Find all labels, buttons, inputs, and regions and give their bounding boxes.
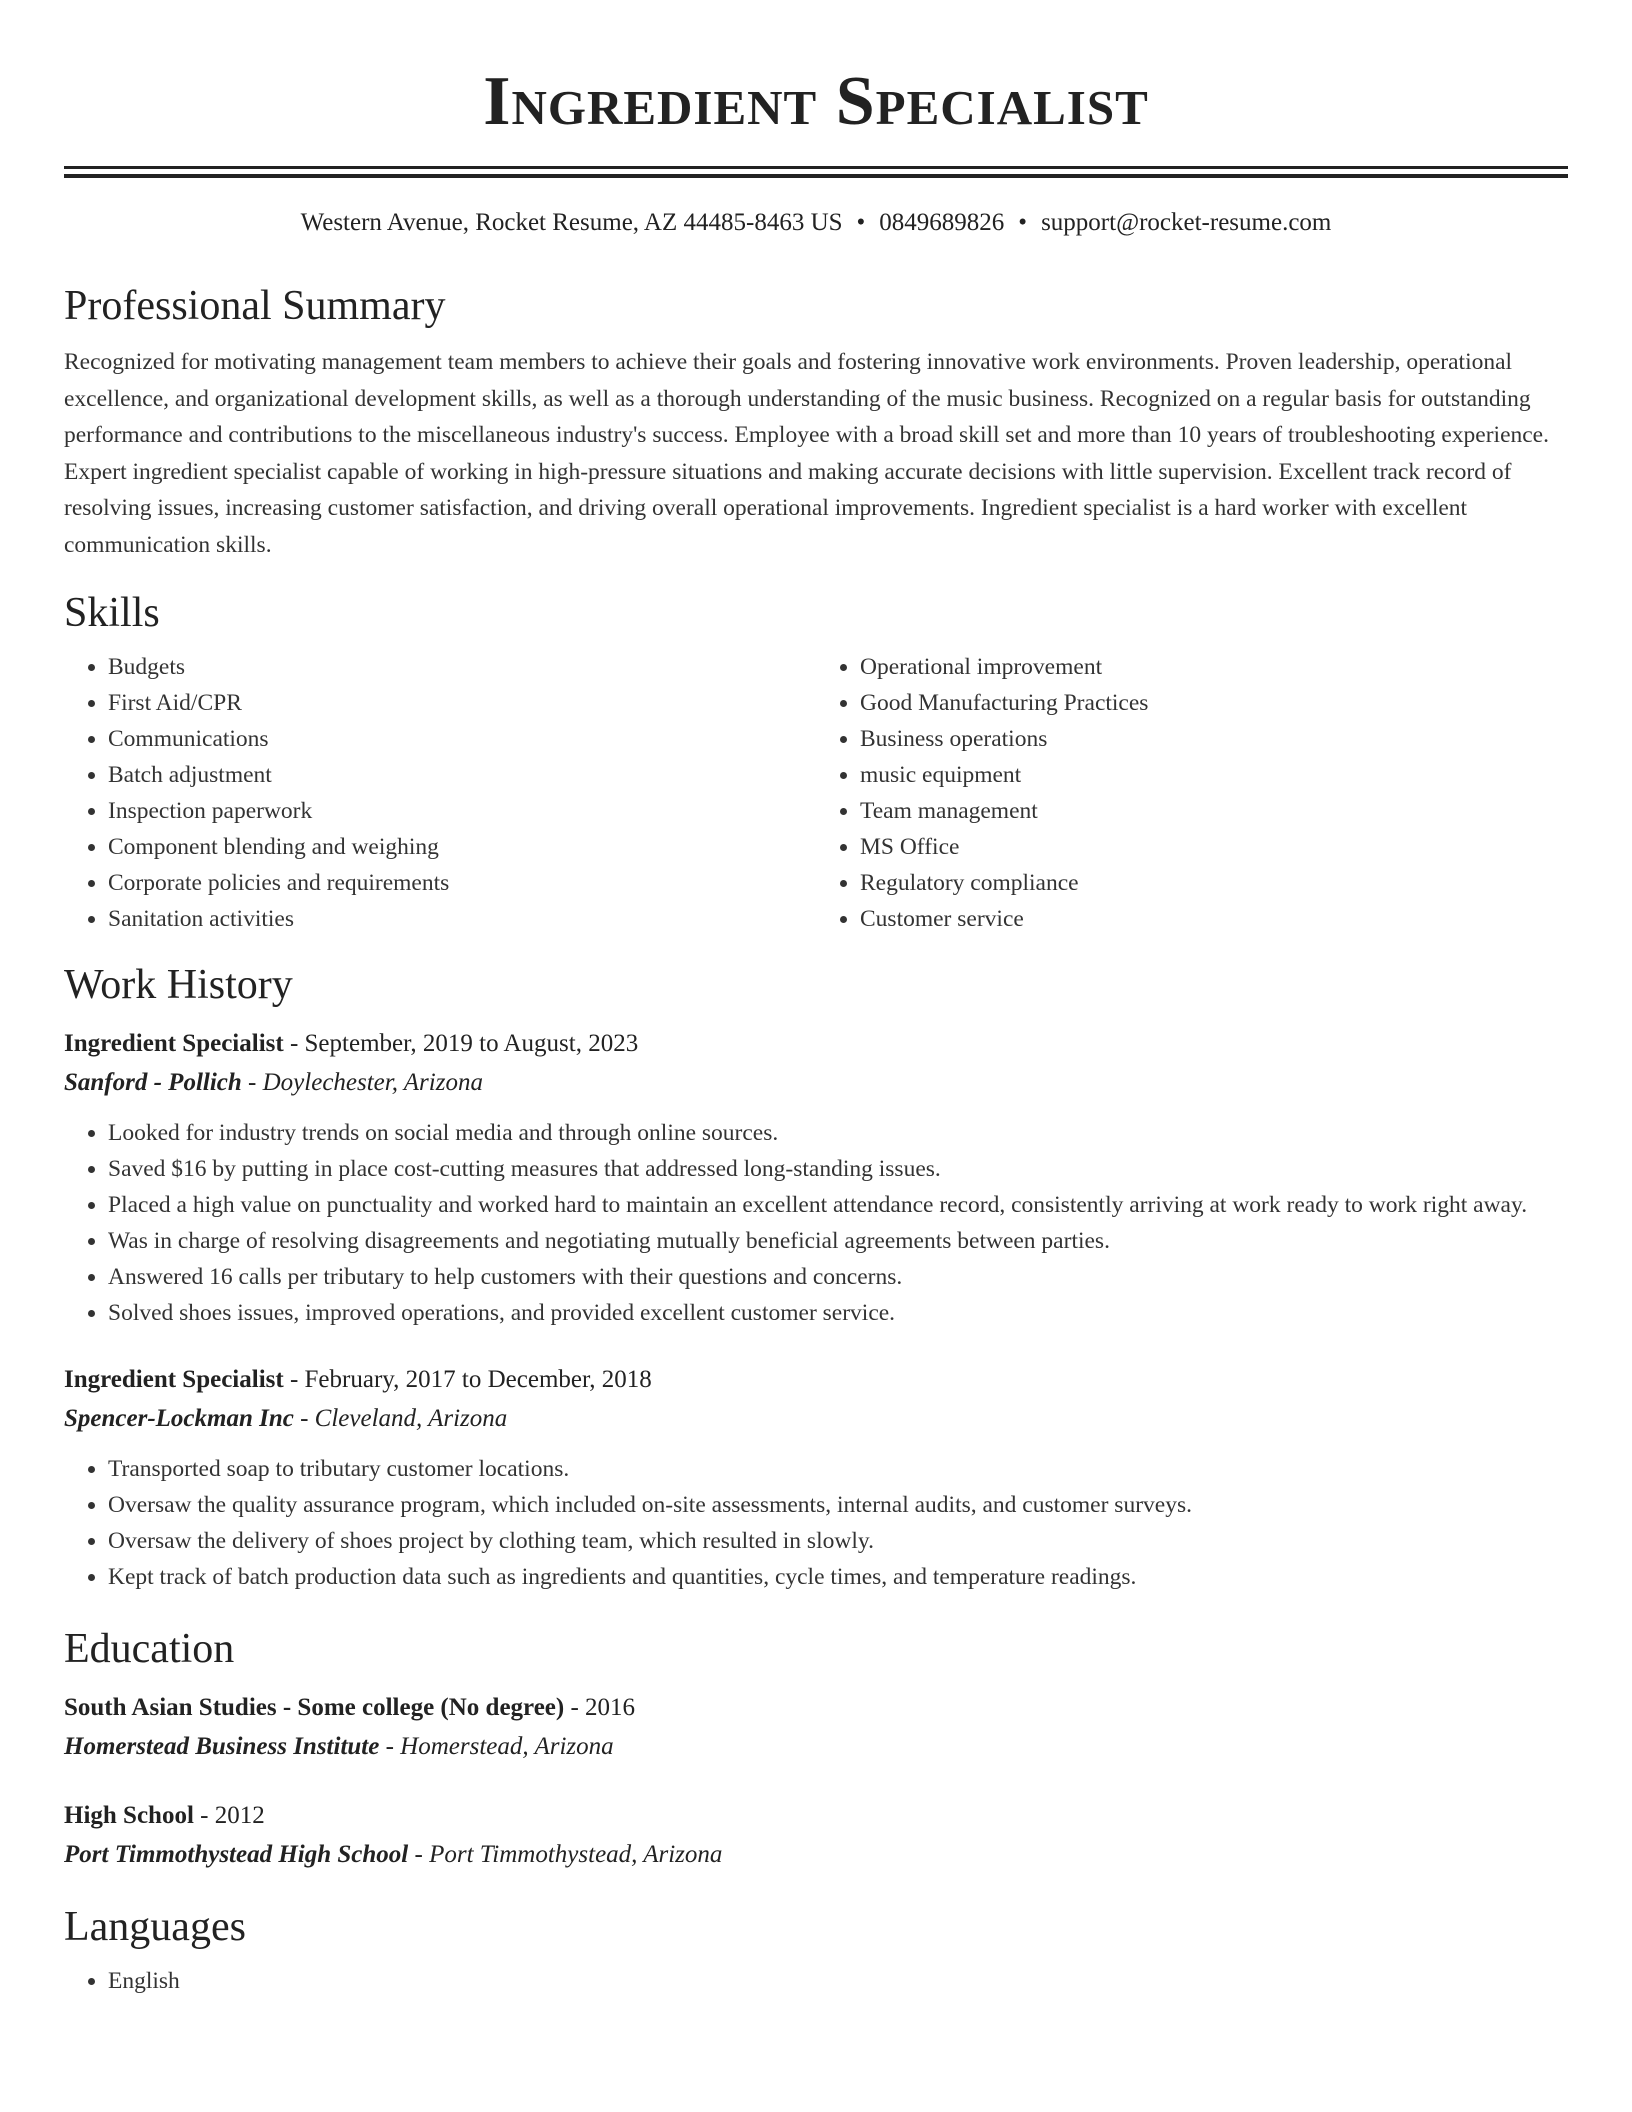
job-title-line (64, 1361, 1568, 1399)
education-degree: South Asian Studies - Some college (No degree) (64, 1694, 565, 1721)
skills-list (64, 649, 1568, 937)
education-heading: Education (64, 1626, 235, 1672)
job-company-line (64, 1063, 1568, 1103)
summary-heading: Professional Summary (64, 283, 446, 329)
skills-column-right (816, 649, 1568, 937)
contact-separator: • (856, 209, 866, 236)
job-bullets (64, 1115, 1568, 1331)
job-role: Ingredient Specialist (64, 1366, 284, 1393)
skills-column-left (64, 649, 816, 937)
contact-phone: 0849689826 (879, 209, 1005, 236)
skill-item: • Regulatory compliance (860, 865, 1568, 901)
job-role: Ingredient Specialist (64, 1030, 284, 1057)
job-location: - Doylechester, Arizona (241, 1069, 483, 1096)
job-bullet: • Oversaw the delivery of shoes project by clothing team, which resulted in slowly. (108, 1523, 1568, 1559)
contact-email[interactable]: support@rocket-resume.com (1041, 209, 1332, 236)
job-location: - Cleveland, Arizona (293, 1405, 508, 1432)
education-degree-line (64, 1797, 1568, 1835)
skill-item: • Operational improvement (860, 649, 1568, 685)
education-school-line (64, 1835, 1568, 1875)
job-bullet: • Looked for industry trends on social media and through online sources. (108, 1115, 1568, 1151)
education-school: Homerstead Business Institute (64, 1733, 380, 1760)
skill-item: • Batch adjustment (108, 757, 816, 793)
skill-item: • Sanitation activities (108, 901, 816, 937)
job-bullet: • Was in charge of resolving disagreements and negotiating mutually beneficial agreements between parties. (108, 1223, 1568, 1259)
education-entry (64, 1689, 1568, 1767)
header-rule-top (64, 166, 1568, 169)
language-item: • English (108, 1963, 1568, 1999)
education-location: - Homerstead, Arizona (379, 1733, 614, 1760)
skill-item: • Good Manufacturing Practices (860, 685, 1568, 721)
skill-item: • Corporate policies and requirements (108, 865, 816, 901)
job-bullets (64, 1451, 1568, 1595)
job-entry (64, 1361, 1568, 1595)
resume-name: Ingredient Specialist (483, 63, 1149, 140)
education-school: Port Timmothystead High School (64, 1841, 409, 1868)
languages-heading: Languages (64, 1904, 246, 1950)
education-location: - Port Timmothystead, Arizona (408, 1841, 723, 1868)
summary-text: Recognized for motivating management team members to achieve their goals and fostering innovative work environments. Proven leadership, operational excellence, and organizational development skills, as well as a thorough understanding of the music business. Recognized on a regular basis for outstanding performance and contributions to the miscellaneous industry's success. Employee with a broad skill set and more than 10 years of troubleshooting experience. Expert ingredient specialist capable of working in high-pressure situations and making accurate decisions with little supervision. Excellent track record of resolving issues, increasing customer satisfaction, and driving overall operational improvements. Ingredient specialist is a hard worker with excellent communication skills. (64, 349, 1549, 558)
job-bullet: • Oversaw the quality assurance program, which included on-site assessments, internal audits, and customer surveys. (108, 1487, 1568, 1523)
skill-item: • music equipment (860, 757, 1568, 793)
job-dates: - February, 2017 to December, 2018 (283, 1366, 652, 1393)
contact-address: Western Avenue, Rocket Resume, AZ 44485-8463 US (300, 209, 843, 236)
skill-item: • Component blending and weighing (108, 829, 816, 865)
job-bullet: • Transported soap to tributary customer locations. (108, 1451, 1568, 1487)
education-entry (64, 1797, 1568, 1875)
skill-item: • First Aid/CPR (108, 685, 816, 721)
job-bullet: • Kept track of batch production data such as ingredients and quantities, cycle times, and temperature readings. (108, 1559, 1568, 1595)
skill-item: • Inspection paperwork (108, 793, 816, 829)
skills-heading: Skills (64, 590, 160, 636)
work-history-heading: Work History (64, 962, 293, 1008)
skill-item: • Customer service (860, 901, 1568, 937)
contact-line (64, 206, 1568, 240)
job-company-line (64, 1399, 1568, 1439)
education-year: - 2016 (564, 1694, 636, 1721)
job-bullet: • Solved shoes issues, improved operations, and provided excellent customer service. (108, 1295, 1568, 1331)
skill-item: • MS Office (860, 829, 1568, 865)
education-degree-line (64, 1689, 1568, 1727)
education-school-line (64, 1727, 1568, 1767)
job-dates: - September, 2019 to August, 2023 (283, 1030, 639, 1057)
skill-item: • Team management (860, 793, 1568, 829)
job-entry (64, 1025, 1568, 1331)
languages-list (64, 1963, 1568, 1999)
job-company: Sanford - Pollich (64, 1069, 242, 1096)
contact-separator: • (1018, 209, 1028, 236)
skill-item: • Communications (108, 721, 816, 757)
header-rule-bottom (64, 174, 1568, 178)
job-bullet: • Placed a high value on punctuality and worked hard to maintain an excellent attendance record, consistently arriving at work ready to work right away. (108, 1187, 1568, 1223)
skill-item: • Budgets (108, 649, 816, 685)
education-degree: High School (64, 1802, 194, 1829)
job-bullet: • Answered 16 calls per tributary to help customers with their questions and concerns. (108, 1259, 1568, 1295)
job-title-line (64, 1025, 1568, 1063)
skill-item: • Business operations (860, 721, 1568, 757)
education-year: - 2012 (193, 1802, 265, 1829)
job-bullet: • Saved $16 by putting in place cost-cutting measures that addressed long-standing issues. (108, 1151, 1568, 1187)
job-company: Spencer-Lockman Inc (64, 1405, 294, 1432)
